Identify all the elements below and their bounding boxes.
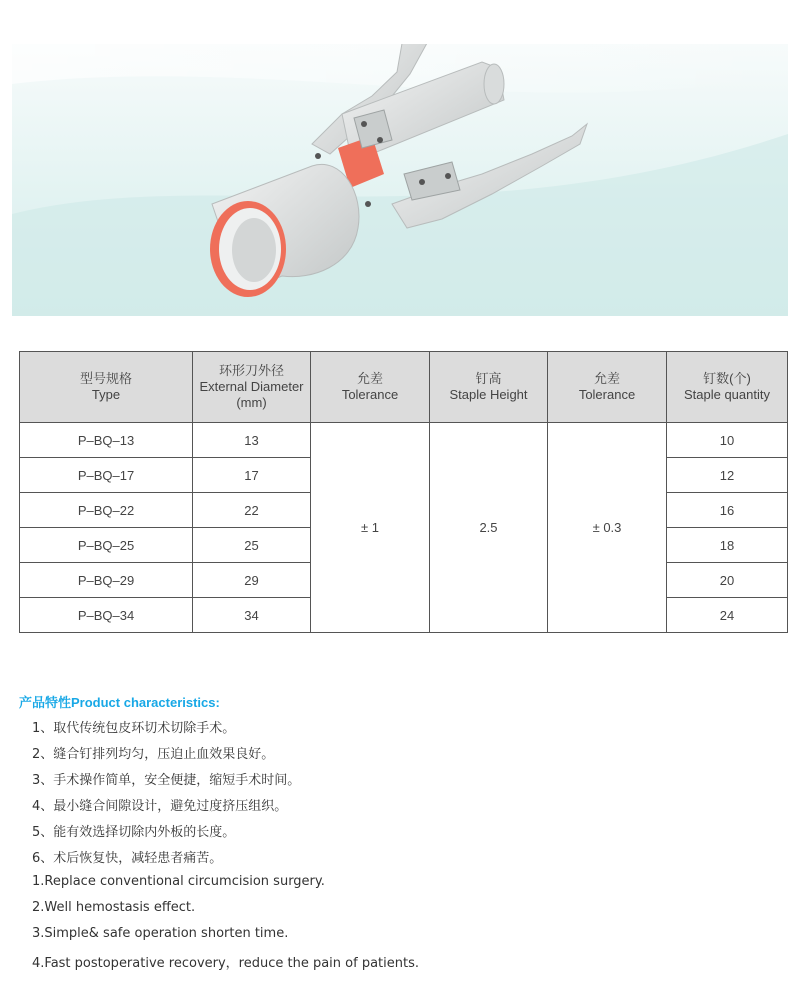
cell-quantity: 16 xyxy=(667,493,788,528)
cell-quantity: 12 xyxy=(667,458,788,493)
cell-staple-height: 2.5 xyxy=(430,423,548,633)
cell-quantity: 10 xyxy=(667,423,788,458)
features-title: 产品特性Product characteristics: xyxy=(19,695,220,710)
cell-type: P–BQ–17 xyxy=(20,458,193,493)
cell-diameter: 22 xyxy=(193,493,311,528)
cell-quantity: 20 xyxy=(667,563,788,598)
list-item: 5、能有效选择切除内外板的长度。 xyxy=(32,825,236,840)
table-header-row xyxy=(20,352,788,423)
header-staple-height: 钉高 Staple Height xyxy=(430,352,548,423)
cell-quantity: 24 xyxy=(667,598,788,633)
list-item: 2、缝合钉排列均匀，压迫止血效果良好。 xyxy=(32,747,275,762)
list-item: 3、手术操作简单，安全便捷，缩短手术时间。 xyxy=(32,773,301,788)
table-row xyxy=(20,423,788,458)
header-height-tolerance: 允差 Tolerance xyxy=(548,352,667,423)
spec-table xyxy=(19,351,788,633)
header-staple-quantity: 钉数(个) Staple quantity xyxy=(667,352,788,423)
cell-type: P–BQ–34 xyxy=(20,598,193,633)
cell-type: P–BQ–29 xyxy=(20,563,193,598)
cell-diameter: 17 xyxy=(193,458,311,493)
list-item: 2.Well hemostasis effect. xyxy=(32,900,196,915)
cell-diameter: 29 xyxy=(193,563,311,598)
cell-type: P–BQ–22 xyxy=(20,493,193,528)
cell-type: P–BQ–13 xyxy=(20,423,193,458)
cell-diameter: 34 xyxy=(193,598,311,633)
list-item: 1.Replace conventional circumcision surgery. xyxy=(32,874,325,889)
cell-diameter: 25 xyxy=(193,528,311,563)
cell-type: P–BQ–25 xyxy=(20,528,193,563)
product-characteristics xyxy=(19,694,779,712)
list-item: 4、最小缝合间隙设计，避免过度挤压组织。 xyxy=(32,799,288,814)
circular-stapler-product-icon xyxy=(12,44,788,316)
header-type: 型号规格 Type xyxy=(20,352,193,423)
header-tolerance: 允差 Tolerance xyxy=(311,352,430,423)
cell-height-tolerance: ± 0.3 xyxy=(548,423,667,633)
list-item: 3.Simple& safe operation shorten time. xyxy=(32,926,289,941)
list-item: 6、术后恢复快，减轻患者痛苦。 xyxy=(32,851,223,866)
list-item: 1、取代传统包皮环切术切除手术。 xyxy=(32,721,236,736)
header-external-diameter: 环形刀外径 External Diameter (mm) xyxy=(193,352,311,423)
cell-tolerance: ± 1 xyxy=(311,423,430,633)
product-image xyxy=(12,44,788,316)
list-item: 4.Fast postoperative recovery，reduce the pain of patients. xyxy=(32,956,419,971)
cell-diameter: 13 xyxy=(193,423,311,458)
cell-quantity: 18 xyxy=(667,528,788,563)
